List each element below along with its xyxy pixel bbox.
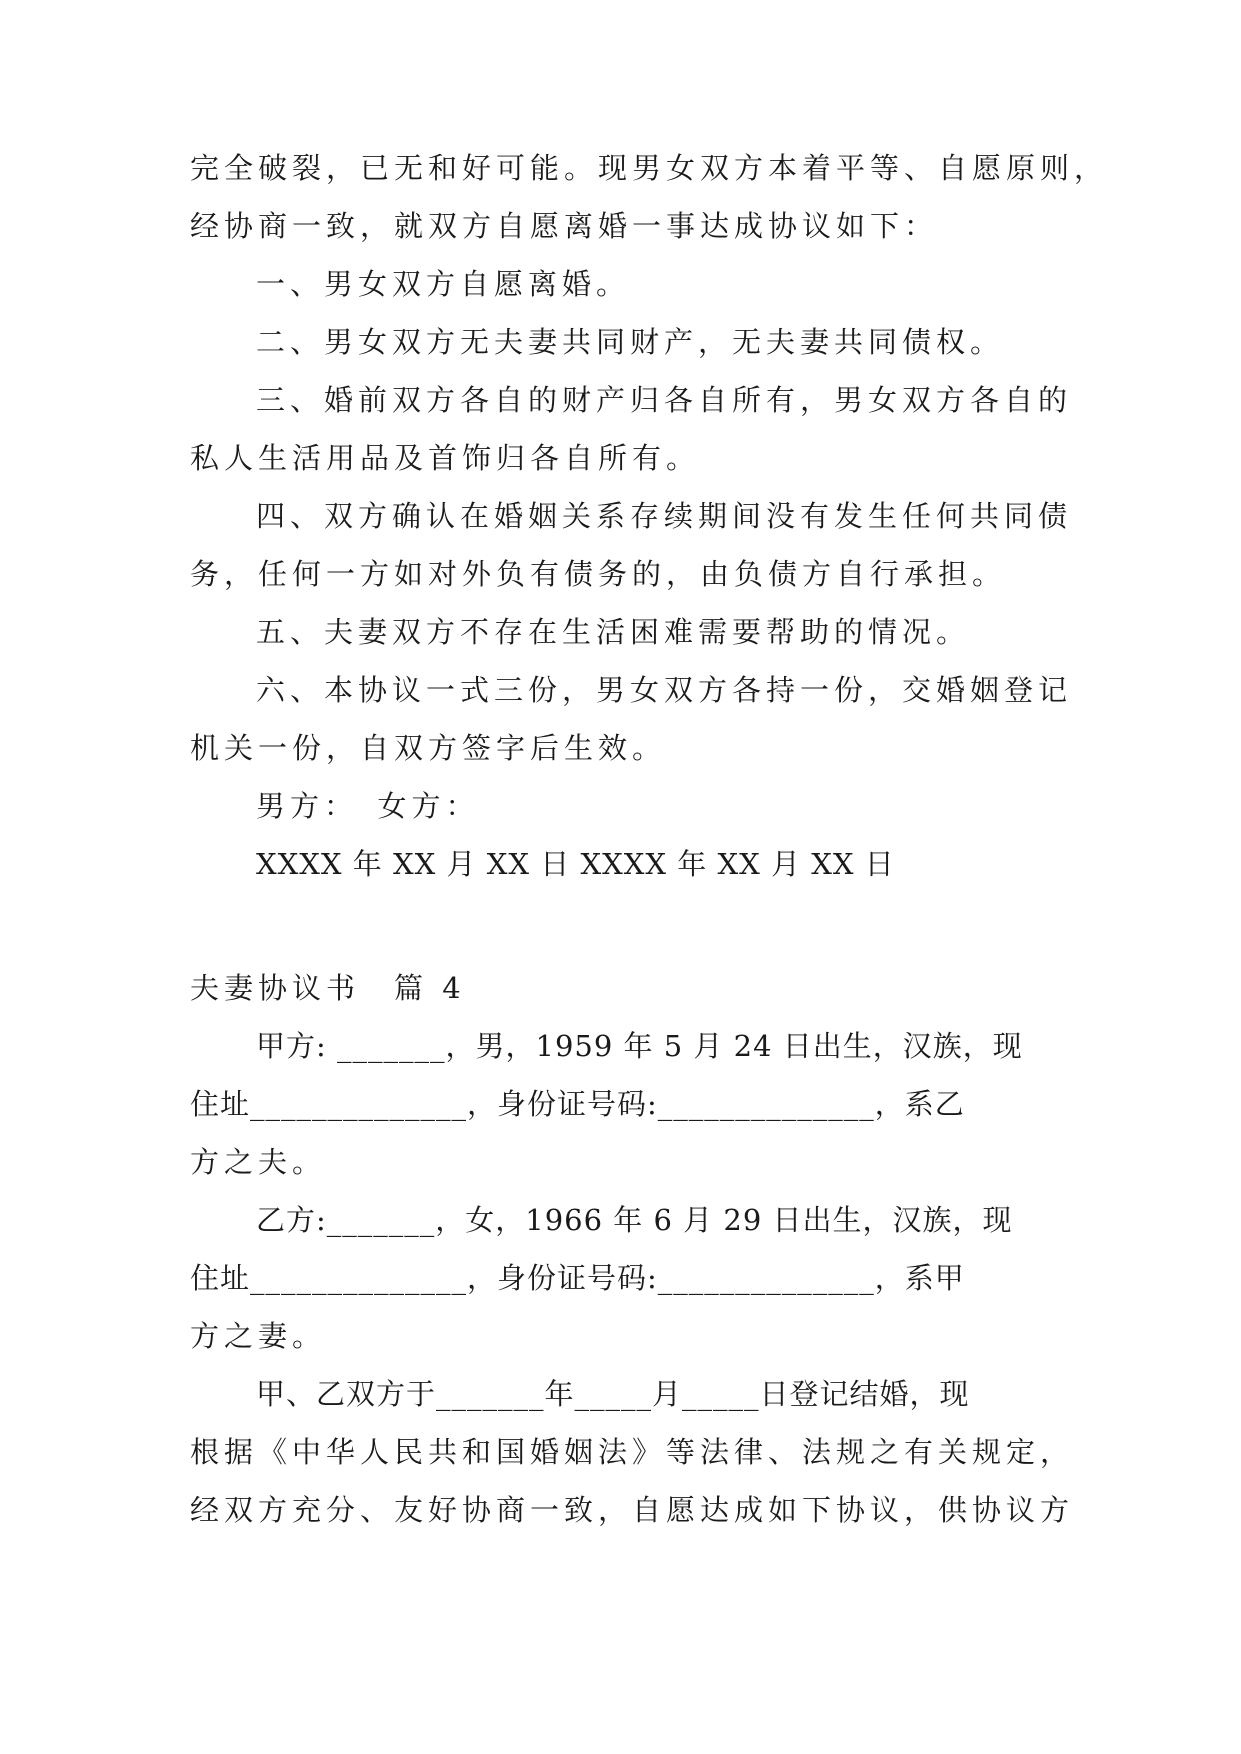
paragraph-line: 经协商一致，就双方自愿离婚一事达成协议如下： xyxy=(190,209,939,243)
clause-4: 四、双方确认在婚姻关系存续期间没有发生任何共同债 xyxy=(256,499,1073,533)
paragraph-line: 方之夫。 xyxy=(190,1145,327,1179)
paragraph-line: 经双方充分、友好协商一致，自愿达成如下协议，供协议方 xyxy=(190,1493,1075,1527)
paragraph-line: 完全破裂，已无和好可能。现男女双方本着平等、自愿原则， xyxy=(190,151,1109,185)
paragraph-line: 机关一份，自双方签字后生效。 xyxy=(190,731,667,765)
signature-labels: 男方： 女方： xyxy=(256,789,480,823)
paragraph-line: 务，任何一方如对外负有债务的，由负债方自行承担。 xyxy=(190,557,1007,591)
party-a-line: 甲方: _______，男，1959 年 5 月 24 日出生，汉族，现 xyxy=(256,1029,1023,1063)
clause-1: 一、男女双方自愿离婚。 xyxy=(256,267,631,301)
clause-6: 六、本协议一式三份，男女双方各持一份，交婚姻登记 xyxy=(256,673,1073,707)
paragraph-line: 根据《中华人民共和国婚姻法》等法律、法规之有关规定， xyxy=(190,1435,1075,1469)
clause-3: 三、婚前双方各自的财产归各自所有，男女双方各自的 xyxy=(256,383,1073,417)
marriage-registration-line: 甲、乙双方于_______年_____月_____日登记结婚，现 xyxy=(256,1377,970,1411)
signature-dates: XXXX 年 XX 月 XX 日 XXXX 年 XX 月 XX 日 xyxy=(256,847,895,881)
clause-2: 二、男女双方无夫妻共同财产，无夫妻共同债权。 xyxy=(256,325,1005,359)
paragraph-line: 私人生活用品及首饰归各自所有。 xyxy=(190,441,701,475)
paragraph-line: 住址______________，身份证号码:______________，系乙 xyxy=(190,1087,965,1121)
section-title: 夫妻协议书 篇 4 xyxy=(190,971,466,1005)
clause-5: 五、夫妻双方不存在生活困难需要帮助的情况。 xyxy=(256,615,971,649)
paragraph-line: 住址______________，身份证号码:______________，系甲 xyxy=(190,1261,965,1295)
paragraph-line: 方之妻。 xyxy=(190,1319,327,1353)
party-b-line: 乙方:_______，女，1966 年 6 月 29 日出生，汉族，现 xyxy=(256,1203,1013,1237)
